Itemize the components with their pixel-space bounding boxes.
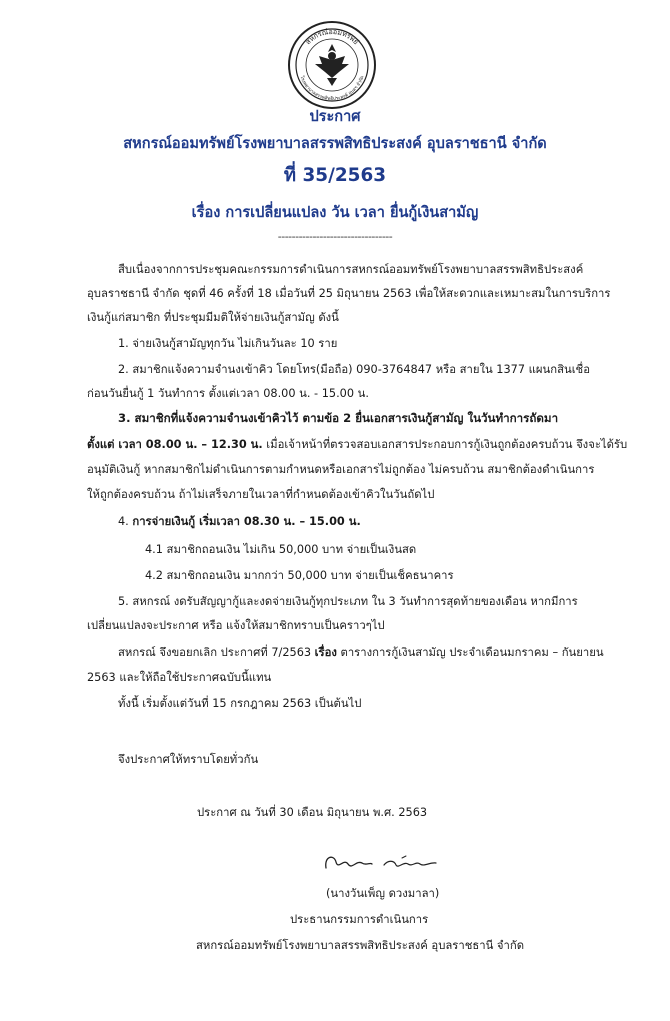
organization-heading: สหกรณ์ออมทรัพย์โรงพยาบาลสรรพสิทธิประสงค์ อุบลราชธานี จำกัด bbox=[123, 134, 547, 152]
item-3-time-rest: เมื่อเจ้าหน้าที่ตรวจสอบเอกสารประกอบการกู้เงินถูกต้องครบถ้วน จึงจะได้รับ bbox=[262, 438, 628, 451]
intro-line-3: เงินกู้แก่สมาชิก ที่ประชุมมีมติให้จ่ายเงินกู้สามัญ ดังนี้ bbox=[87, 311, 339, 324]
item-3-time-bold: ตั้งแต่ เวลา 08.00 น. – 12.30 น. bbox=[87, 438, 263, 451]
item-3-line-2 bbox=[87, 435, 627, 453]
intro-line-1: สืบเนื่องจากการประชุมคณะกรรมการดำเนินการสหกรณ์ออมทรัพย์โรงพยาบาลสรรพสิทธิประสงค์ bbox=[118, 263, 584, 276]
separator-line: --------------------------------- bbox=[277, 230, 393, 243]
cancel-text-subject: เรื่อง bbox=[314, 646, 337, 659]
announcement-subject: เรื่อง การเปลี่ยนแปลง วัน เวลา ยื่นกู้เงินสามัญ bbox=[191, 203, 479, 221]
cooperative-seal-icon bbox=[287, 20, 377, 110]
item-4-2: 4.2 สมาชิกถอนเงิน มากกว่า 50,000 บาท จ่ายเป็นเช็คธนาคาร bbox=[145, 569, 454, 582]
effective-date: ทั้งนี้ เริ่มตั้งแต่วันที่ 15 กรกฎาคม 2563 เป็นต้นไป bbox=[118, 697, 362, 710]
cancel-line-1 bbox=[118, 643, 604, 661]
closing-statement: จึงประกาศให้ทราบโดยทั่วกัน bbox=[118, 753, 259, 766]
item-4-number: 4. bbox=[118, 515, 133, 528]
signer-organization: สหกรณ์ออมทรัพย์โรงพยาบาลสรรพสิทธิประสงค์ อุบลราชธานี จำกัด bbox=[196, 939, 525, 952]
seal-text-top: สหกรณ์ออมทรัพย์ bbox=[304, 27, 360, 47]
item-4-1: 4.1 สมาชิกถอนเงิน ไม่เกิน 50,000 บาท จ่ายเป็นเงินสด bbox=[145, 543, 417, 556]
item-1: 1. จ่ายเงินกู้สามัญทุกวัน ไม่เกินวันละ 10 ราย bbox=[118, 337, 338, 350]
item-2-line-2: ก่อนวันยื่นกู้ 1 วันทำการ ตั้งแต่เวลา 08.00 น. - 15.00 น. bbox=[87, 387, 369, 400]
announcement-number: ที่ 35/2563 bbox=[283, 164, 387, 186]
seal-text-bottom: โรงพยาบาลสรรพสิทธิประสงค์ อุบลฯ จำกัด bbox=[298, 75, 366, 103]
cancel-line-2: 2563 และให้ถือใช้ประกาศฉบับนี้แทน bbox=[87, 671, 272, 684]
item-5-line-1: 5. สหกรณ์ งดรับสัญญากู้และงดจ่ายเงินกู้ทุกประเภท ใน 3 วันทำการสุดท้ายของเดือน หากมีการ bbox=[118, 595, 578, 608]
item-2-line-1: 2. สมาชิกแจ้งความจำนงเข้าคิว โดยโทร(มือถือ) 090-3764847 หรือ สายใน 1377 แผนกสินเชื่อ bbox=[118, 363, 591, 376]
signer-position: ประธานกรรมการดำเนินการ bbox=[290, 913, 429, 926]
item-3-line-3: อนุมัติเงินกู้ หากสมาชิกไม่ดำเนินการตามกำหนดหรือเอกสารไม่ถูกต้อง ไม่ครบถ้วน สมาชิกต้องดำเนินการ bbox=[87, 463, 595, 476]
announcement-heading: ประกาศ bbox=[309, 107, 361, 125]
cancel-text-c: ตารางการกู้เงินสามัญ ประจำเดือนมกราคม – กันยายน bbox=[336, 646, 604, 659]
item-3-line-4: ให้ถูกต้องครบถ้วน ถ้าไม่เสร็จภายในเวลาที่กำหนดต้องเข้าคิวในวันถัดไป bbox=[87, 488, 435, 501]
item-5-line-2: เปลี่ยนแปลงจะประกาศ หรือ แจ้งให้สมาชิกทราบเป็นคราวๆไป bbox=[87, 619, 385, 632]
signature-icon bbox=[318, 850, 448, 876]
item-4 bbox=[118, 512, 361, 530]
cancel-text-a: สหกรณ์ จึงขอยกเลิก ประกาศที่ 7/2563 bbox=[118, 646, 315, 659]
announcement-date: ประกาศ ณ วันที่ 30 เดือน มิถุนายน พ.ศ. 2563 bbox=[197, 806, 428, 819]
item-3-line-1: 3. สมาชิกที่แจ้งความจำนงเข้าคิวไว้ ตามข้อ 2 ยื่นเอกสารเงินกู้สามัญ ในวันทำการถัดมา bbox=[118, 411, 559, 425]
intro-line-2: อุบลราชธานี จำกัด ชุดที่ 46 ครั้งที่ 18 เมื่อวันที่ 25 มิถุนายน 2563 เพื่อให้สะดวกและเหมาะสมในการบริการ bbox=[87, 287, 611, 300]
signer-name: (นางวันเพ็ญ ดวงมาลา) bbox=[326, 887, 440, 900]
item-4-bold: การจ่ายเงินกู้ เริ่มเวลา 08.30 น. – 15.00 น. bbox=[132, 515, 361, 528]
